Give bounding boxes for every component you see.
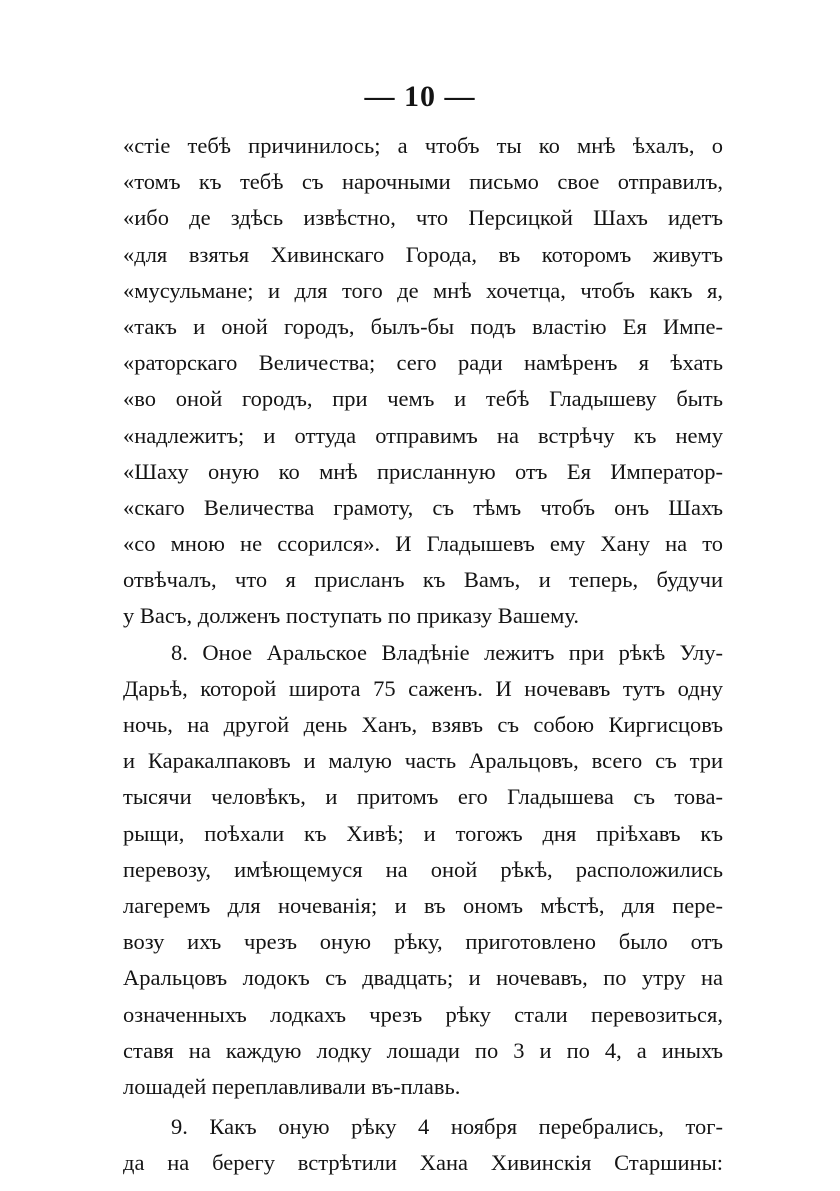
text-line: означенныхъ лодкахъ чрезъ рѣку стали перевозиться, [123,1001,723,1027]
text-line: 8. Оное Аральское Владѣніе лежитъ при рѣкѣ Улу- [171,639,723,665]
text-line: перевозу, имѣющемуся на оной рѣкѣ, расположились [123,856,723,882]
text-line: рыщи, поѣхали къ Хивѣ; и тогожъ дня пріѣхавъ къ [123,820,723,846]
text-line: «во оной городъ, при чемъ и тебѣ Гладышеву быть [123,386,723,412]
text-line: и Каракалпаковъ и малую часть Аральцовъ, всего съ три [123,748,723,774]
paragraph-quotation [123,128,723,635]
text-line: Дарьѣ, которой широта 75 саженъ. И ночевавъ тутъ одну [123,675,723,701]
text-line: возу ихъ чрезъ оную рѣку, приготовлено было отъ [123,929,723,955]
text-line: ставя на каждую лодку лошади по 3 и по 4, а иныхъ [123,1037,723,1063]
text-line: да на берегу встрѣтили Хана Хивинскія Старшины: [123,1150,723,1176]
text-line: «Шаху оную ко мнѣ присланную отъ Ея Император- [123,458,723,484]
text-line: «томъ къ тебѣ съ нарочными письмо свое отправилъ, [123,169,723,195]
text-line: «надлежитъ; и оттуда отправимъ на встрѣчу къ нему [123,422,723,448]
text-line: «ибо де здѣсь извѣстно, что Персицкой Шахъ идетъ [123,205,723,231]
text-line: 9. Какъ оную рѣку 4 ноября перебрались, тог- [171,1114,723,1140]
text-line: тысячи человѣкъ, и притомъ его Гладышева съ това- [123,784,723,810]
paragraph-9 [123,1109,723,1181]
text-line: «стіе тебѣ причинилось; а чтобъ ты ко мнѣ ѣхалъ, о [123,133,723,158]
text-line: «такъ и оной городъ, былъ-бы подъ властію Ея Импе- [123,313,723,339]
paragraph-8 [123,635,723,1105]
text-line: лошадей переплавливали въ-плавь. [123,1073,461,1099]
text-line: Аральцовъ лодокъ съ двадцать; и ночевавъ, по утру на [123,965,723,991]
text-line: «мусульмане; и для того де мнѣ хочетца, чтобъ какъ я, [123,277,723,303]
text-line: «скаго Величества грамоту, съ тѣмъ чтобъ онъ Шахъ [123,494,723,520]
text-line: «со мною не ссорился». И Гладышевъ ему Хану на то [123,531,723,557]
page-number: — 10 — [364,80,476,113]
body-text [123,128,723,1181]
text-line: лагеремъ для ночеванія; и въ ономъ мѣстѣ, для пере- [123,892,723,918]
text-line: отвѣчалъ, что я присланъ къ Вамъ, и теперь, будучи [123,567,723,593]
text-line: «для взятья Хивинскаго Города, въ которомъ живутъ [123,241,723,267]
text-line: ночь, на другой день Ханъ, взявъ съ собою Киргисцовъ [123,712,723,737]
text-line: у Васъ, долженъ поступать по приказу Вашему. [123,603,579,629]
text-line: «раторскаго Величества; сего ради намѣренъ я ѣхать [123,350,723,376]
